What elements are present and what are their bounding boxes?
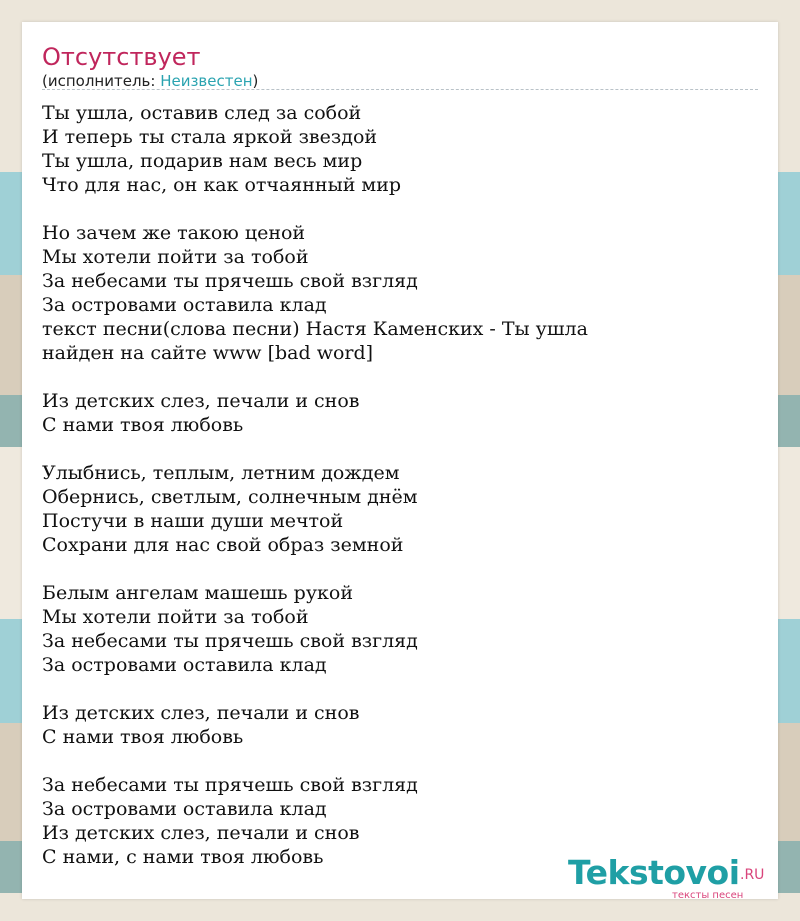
lyrics-text	[42, 101, 588, 869]
lyric-line: Улыбнись, теплым, летним дождем	[42, 462, 400, 484]
logo-wordmark: Tekstovoi	[568, 853, 740, 892]
lyric-line: Мы хотели пойти за тобой	[42, 606, 309, 628]
lyric-line: Обернись, светлым, солнечным днём	[42, 486, 418, 508]
artist-prefix: (исполнитель:	[42, 72, 161, 90]
stanza	[42, 101, 588, 197]
title-divider	[42, 89, 758, 90]
lyric-line: За островами оставила клад	[42, 294, 327, 316]
lyric-line: текст песни(слова песни) Настя Каменских - Ты ушла	[42, 318, 588, 340]
lyric-line: Что для нас, он как отчаянный мир	[42, 174, 402, 196]
lyric-line: Белым ангелам машешь рукой	[42, 582, 354, 604]
stanza	[42, 773, 588, 869]
lyric-line: И теперь ты стала яркой звездой	[42, 126, 378, 148]
lyric-line: Из детских слез, печали и снов	[42, 390, 360, 412]
lyric-line: С нами твоя любовь	[42, 414, 244, 436]
lyric-line: Но зачем же такою ценой	[42, 222, 306, 244]
artist-link[interactable]: Неизвестен	[160, 72, 253, 90]
lyric-line: За небесами ты прячешь свой взгляд	[42, 630, 418, 652]
stanza	[42, 221, 588, 365]
lyric-line: Ты ушла, оставив след за собой	[42, 102, 362, 124]
lyrics-card	[22, 22, 778, 899]
lyric-line: С нами твоя любовь	[42, 726, 244, 748]
tekstovoi-logo[interactable]	[568, 854, 778, 899]
logo-tld: .RU	[740, 867, 765, 883]
lyric-line: Мы хотели пойти за тобой	[42, 246, 309, 268]
lyric-line: За островами оставила клад	[42, 798, 327, 820]
stanza	[42, 461, 588, 557]
stanza	[42, 581, 588, 677]
lyric-line: За небесами ты прячешь свой взгляд	[42, 270, 418, 292]
stanza	[42, 701, 588, 749]
song-title: Отсутствует	[42, 43, 201, 71]
lyric-line: Из детских слез, печали и снов	[42, 702, 360, 724]
lyric-line: За островами оставила клад	[42, 654, 327, 676]
lyric-line: Ты ушла, подарив нам весь мир	[42, 150, 363, 172]
lyric-line: найден на сайте www [bad word]	[42, 342, 374, 364]
lyric-line: За небесами ты прячешь свой взгляд	[42, 774, 418, 796]
stanza	[42, 389, 588, 437]
logo-tagline: тексты песен	[672, 890, 744, 901]
lyric-line: Сохрани для нас свой образ земной	[42, 534, 404, 556]
lyric-line: Из детских слез, печали и снов	[42, 822, 360, 844]
lyric-line: Постучи в наши души мечтой	[42, 510, 344, 532]
artist-suffix: )	[252, 72, 259, 90]
lyric-line: С нами, с нами твоя любовь	[42, 846, 324, 868]
artist-line	[42, 71, 258, 91]
